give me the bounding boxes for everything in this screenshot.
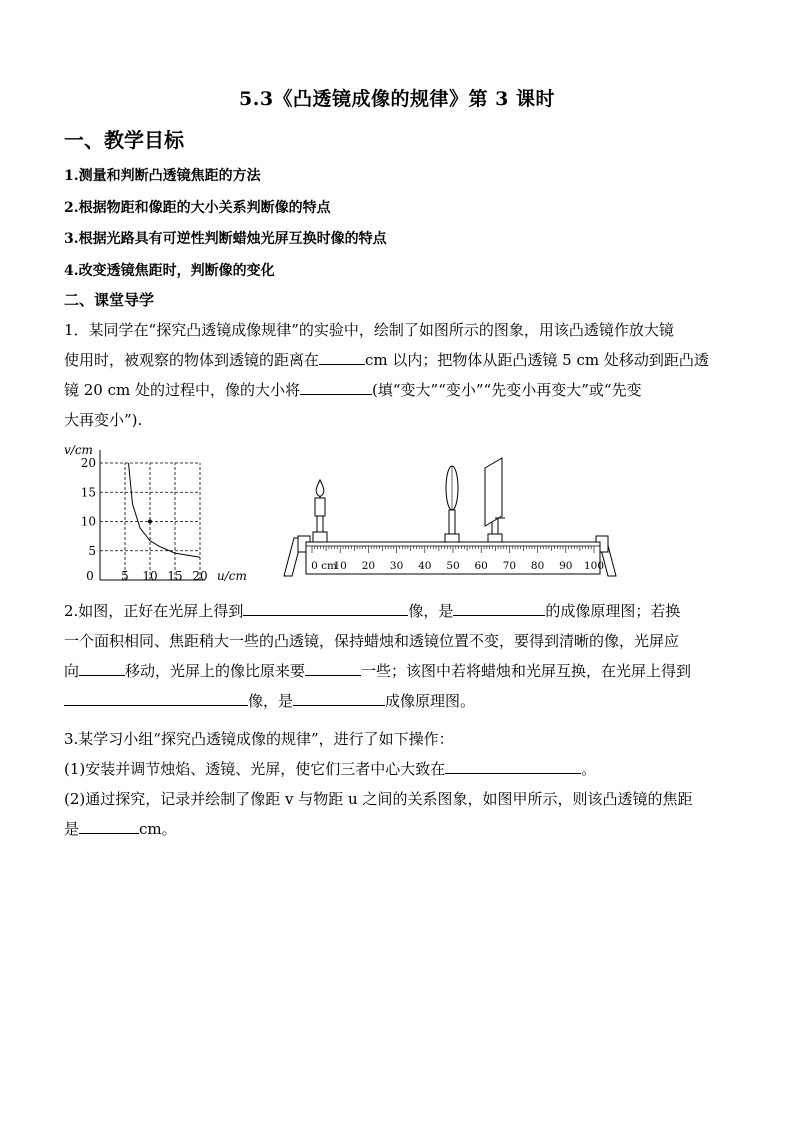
answer-blank[interactable] [243, 597, 408, 616]
answer-blank[interactable] [64, 687, 248, 706]
scale-label: 20 [361, 560, 376, 572]
optical-bench [284, 458, 616, 576]
question-1-line: 1．某同学在“探究凸透镜成像规律”的实验中，绘制了如图所示的图象，用该凸透镜作放大镜 [64, 321, 674, 339]
question-2-line: 2.如图，正好在光屏上得到 像，是 的成像原理图；若换 [64, 596, 734, 626]
x-tick-label: 20 [192, 569, 208, 583]
figures [60, 438, 620, 586]
question-1-line: 使用时，被观察的物体到透镜的距离在 cm 以内；把物体从距凸透镜 5 cm 处移动到距凸透 [64, 345, 734, 375]
question-2-line: 一个面积相同、焦距稍大一些的凸透镜，保持蜡烛和透镜位置不变，要得到清晰的像，光屏应 [64, 632, 680, 650]
x-tick-label: 5 [121, 569, 129, 583]
scale-label: 100 [583, 560, 605, 572]
x-tick-labels [86, 569, 207, 583]
page-title: 5.3《凸透镜成像的规律》第 3 课时 [238, 88, 555, 110]
candle-flame-icon [316, 480, 324, 496]
objective-item: 4.改变透镜焦距时，判断像的变化 [64, 263, 275, 279]
question-2-line: 像，是 成像原理图。 [64, 686, 734, 716]
scale-label: 10 [333, 560, 347, 572]
scale-label: 40 [418, 560, 432, 572]
section-heading-guide: 二、课堂导学 [64, 291, 155, 309]
objective-item: 3.根据光路具有可逆性判断蜡烛光屏互换时像的特点 [64, 231, 387, 247]
x-tick-label: 0 [86, 569, 94, 583]
scale-label: 90 [559, 560, 573, 572]
answer-blank[interactable] [293, 687, 385, 706]
convex-lens [445, 466, 459, 542]
y-tick-label: 15 [80, 485, 96, 500]
question-3-line: 是 cm。 [64, 814, 734, 844]
y-tick-label: 10 [80, 514, 96, 529]
answer-blank[interactable] [453, 597, 545, 616]
y-tick-label: 20 [80, 456, 96, 470]
answer-blank[interactable] [305, 657, 361, 676]
x-tick-label: 10 [142, 569, 158, 583]
scale-label: 30 [389, 560, 404, 572]
v-u-curve [129, 463, 201, 557]
answer-blank[interactable] [319, 346, 365, 365]
answer-blank[interactable] [300, 376, 372, 395]
question-3 [64, 724, 734, 844]
question-1-line: 大再变小”). [64, 411, 143, 429]
x-tick-label: 15 [167, 569, 183, 583]
answer-blank[interactable] [79, 657, 125, 676]
y-axis-label: v/cm [64, 443, 93, 457]
question-2 [64, 596, 734, 716]
question-3-line: 3.某学习小组“探究凸透镜成像的规律”，进行了如下操作： [64, 730, 454, 748]
y-tick-label: 5 [88, 543, 96, 558]
light-screen [485, 458, 505, 542]
question-1 [64, 315, 734, 435]
scale-label: 0 cm [311, 560, 337, 572]
v-u-graph [64, 443, 247, 583]
y-tick-labels [81, 456, 96, 558]
objective-item: 2.根据物距和像距的大小关系判断像的特点 [64, 200, 331, 216]
answer-blank[interactable] [445, 755, 581, 774]
scale-label: 60 [474, 560, 488, 572]
scale-label: 50 [446, 560, 460, 572]
scale-label: 70 [502, 560, 517, 572]
candle [313, 480, 327, 542]
scale-label: 80 [530, 560, 545, 572]
question-2-line: 向 移动，光屏上的像比原来要 一些；该图中若将蜡烛和光屏互换，在光屏上得到 [64, 656, 734, 686]
question-1-line: 镜 20 cm 处的过程中，像的大小将 (填“变大”“变小”“先变小再变大”或“先变 [64, 375, 734, 405]
answer-blank[interactable] [79, 815, 139, 834]
data-point [148, 520, 152, 524]
question-3-line: (1)安装并调节烛焰、透镜、光屏，使它们三者中心大致在 。 [64, 754, 734, 784]
x-axis-label: u/cm [217, 569, 247, 583]
question-3-line: (2)通过探究，记录并绘制了像距 v 与物距 u 之间的关系图象，如图甲所示，则该凸透镜的焦距 [64, 790, 693, 808]
objective-item: 1.测量和判断凸透镜焦距的方法 [64, 168, 261, 184]
section-heading-objectives: 一、教学目标 [64, 128, 184, 152]
